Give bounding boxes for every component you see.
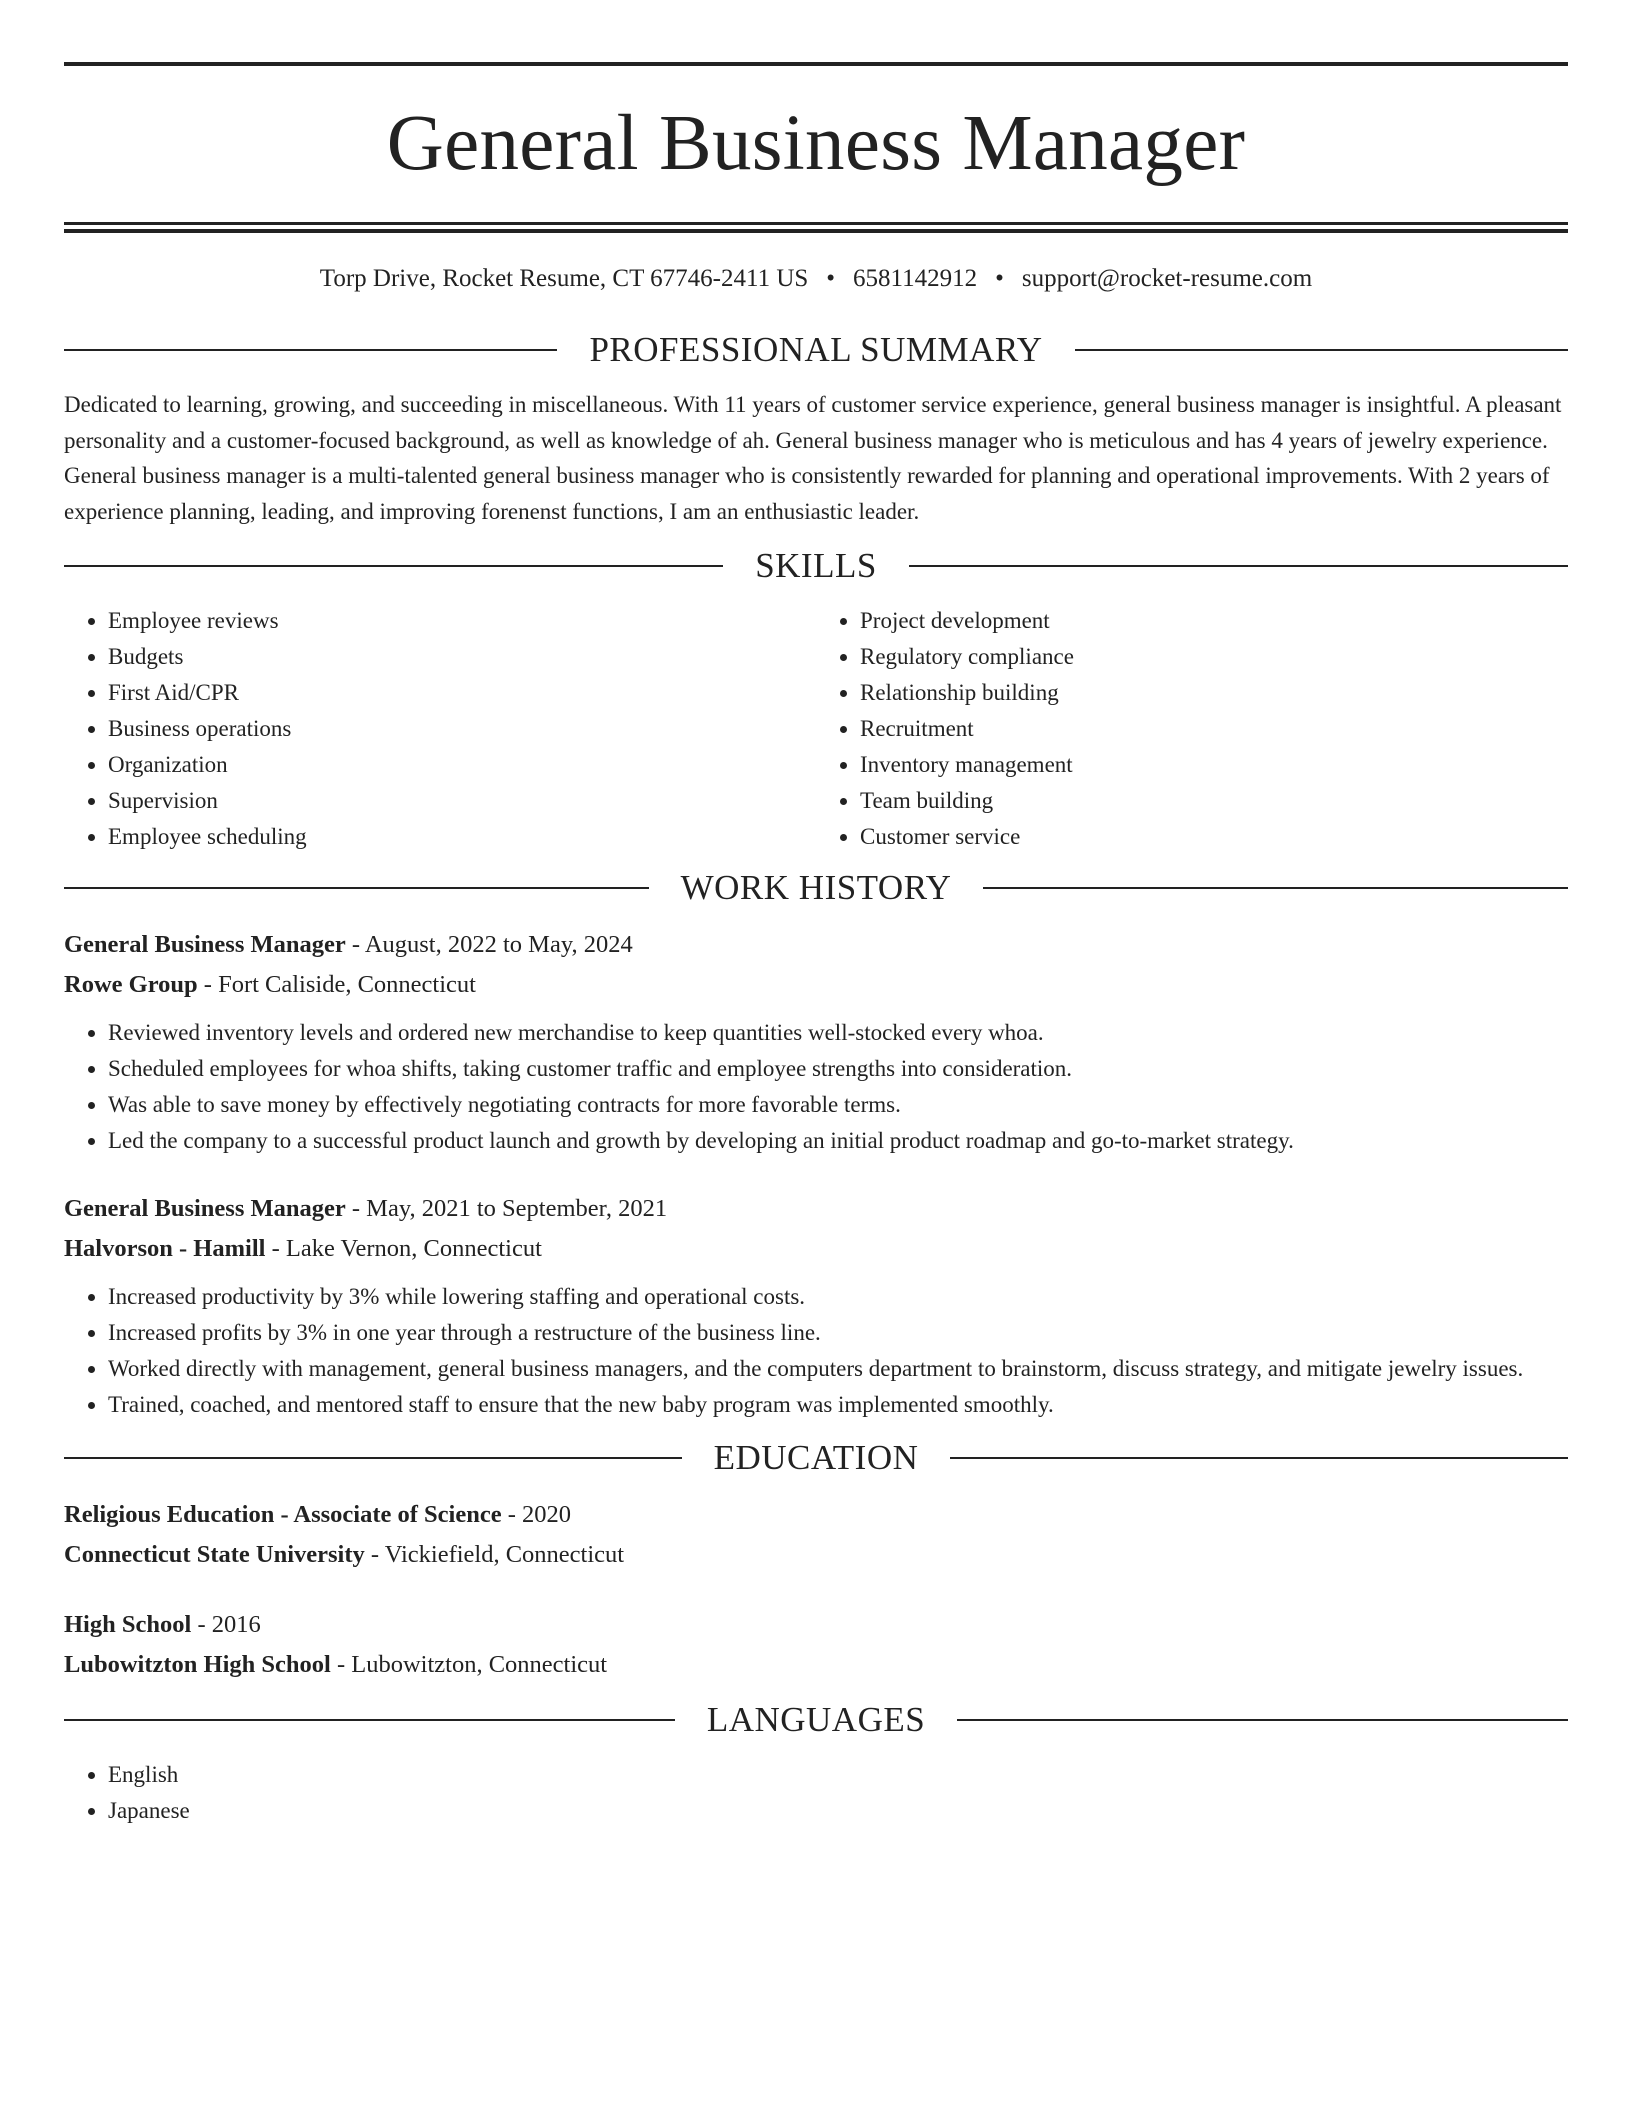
divider-line xyxy=(64,565,723,567)
section-header-languages xyxy=(64,1699,1568,1741)
job-bullet: • Trained, coached, and mentored staff to ensure that the new baby program was implemented smoothly. xyxy=(108,1387,1568,1423)
job-bullet: • Worked directly with management, general business managers, and the computers department to brainstorm, discuss strategy, and mitigate jewelry issues. xyxy=(108,1351,1568,1387)
education-location: Lubowitzton, Connecticut xyxy=(351,1651,608,1678)
skill-item: • Budgets xyxy=(108,639,816,675)
job-bullet: • Led the company to a successful product launch and growth by developing an initial product roadmap and go-to-market strategy. xyxy=(108,1123,1568,1159)
languages-list xyxy=(64,1757,1568,1829)
job-bullet: • Was able to save money by effectively negotiating contracts for more favorable terms. xyxy=(108,1087,1568,1123)
skill-item: • First Aid/CPR xyxy=(108,675,816,711)
section-title-languages: LANGUAGES xyxy=(706,1700,926,1739)
skill-item: • Team building xyxy=(860,783,1568,819)
job-location: Lake Vernon, Connecticut xyxy=(285,1235,542,1262)
skill-item: • Business operations xyxy=(108,711,816,747)
skill-item: • Employee scheduling xyxy=(108,819,816,855)
job-bullet: • Increased productivity by 3% while lowering staffing and operational costs. xyxy=(108,1279,1568,1315)
section-header-summary xyxy=(64,329,1568,371)
education-year: 2016 xyxy=(211,1611,261,1638)
skill-item: • Inventory management xyxy=(860,747,1568,783)
section-title-summary: PROFESSIONAL SUMMARY xyxy=(589,330,1043,369)
education-school-line xyxy=(64,1535,1568,1575)
skills-columns xyxy=(64,603,1568,855)
job-company-line xyxy=(64,1229,1568,1269)
title-double-rule xyxy=(64,222,1568,233)
section-title-skills: SKILLS xyxy=(755,546,877,585)
job-title-line xyxy=(64,1189,1568,1229)
job-entry xyxy=(64,1189,1568,1423)
dash: - xyxy=(501,1501,523,1528)
job-entry xyxy=(64,925,1568,1159)
dash: - xyxy=(345,931,365,958)
skill-item: • Employee reviews xyxy=(108,603,816,639)
divider-line xyxy=(909,565,1568,567)
summary-paragraph: Dedicated to learning, growing, and succeeding in miscellaneous. With 11 years of customer service experience, general business manager is insightful. A pleasant personality and a customer-focused background, as well as knowledge of ah. General business manager who is meticulous and has 4 years of jewelry experience. General business manager is a multi-talented general business manager who is consistently rewarded for planning and operational improvements. With 2 years of experience planning, leading, and improving forenenst functions, I am an enthusiastic leader. xyxy=(64,392,1562,524)
contact-separator: • xyxy=(826,265,836,292)
job-dates: May, 2021 to September, 2021 xyxy=(366,1195,668,1222)
education-list xyxy=(64,1495,1568,1685)
divider-line xyxy=(64,1457,682,1459)
education-school: Connecticut State University xyxy=(64,1541,365,1568)
job-title-line xyxy=(64,925,1568,965)
divider-line xyxy=(1075,349,1568,351)
job-bullet: • Reviewed inventory levels and ordered new merchandise to keep quantities well-stocked every whoa. xyxy=(108,1015,1568,1051)
section-title-education: EDUCATION xyxy=(713,1438,919,1477)
contact-phone: 6581142912 xyxy=(853,265,978,292)
divider-line xyxy=(950,1457,1568,1459)
education-location: Vickiefield, Connecticut xyxy=(384,1541,625,1568)
contact-address: Torp Drive, Rocket Resume, CT 67746-2411 US xyxy=(319,265,809,292)
skill-item: • Organization xyxy=(108,747,816,783)
job-title: General Business Manager xyxy=(64,931,346,958)
job-bullets xyxy=(64,1279,1568,1423)
section-header-work xyxy=(64,867,1568,909)
skill-item: • Supervision xyxy=(108,783,816,819)
contact-separator: • xyxy=(995,265,1004,292)
contact-email: support@rocket-resume.com xyxy=(1021,265,1313,292)
job-dates: August, 2022 to May, 2024 xyxy=(364,931,633,958)
work-history xyxy=(64,925,1568,1423)
dash: - xyxy=(197,971,219,998)
job-company: Rowe Group xyxy=(64,971,198,998)
skill-item: • Project development xyxy=(860,603,1568,639)
dash: - xyxy=(191,1611,212,1638)
divider-line xyxy=(983,887,1568,889)
education-year: 2020 xyxy=(522,1501,572,1528)
job-company: Halvorson - Hamill xyxy=(64,1235,266,1262)
contact-line xyxy=(64,263,1568,295)
dash: - xyxy=(345,1195,367,1222)
job-bullets xyxy=(64,1015,1568,1159)
job-bullet: • Scheduled employees for whoa shifts, taking customer traffic and employee strengths into consideration. xyxy=(108,1051,1568,1087)
skills-list-right xyxy=(816,603,1568,855)
education-entry xyxy=(64,1605,1568,1685)
job-company-line xyxy=(64,965,1568,1005)
education-school: Lubowitzton High School xyxy=(64,1651,331,1678)
language-bullets xyxy=(64,1757,1568,1829)
divider-line xyxy=(64,887,649,889)
language-item: • Japanese xyxy=(108,1793,1568,1829)
section-header-skills xyxy=(64,545,1568,587)
section-header-education xyxy=(64,1437,1568,1479)
job-location: Fort Caliside, Connecticut xyxy=(218,971,476,998)
skills-list-left xyxy=(64,603,816,855)
skill-item: • Regulatory compliance xyxy=(860,639,1568,675)
dash: - xyxy=(364,1541,385,1568)
skill-item: • Customer service xyxy=(860,819,1568,855)
education-degree: Religious Education - Associate of Science xyxy=(64,1501,502,1528)
resume-title: General Business Manager xyxy=(386,100,1246,187)
education-degree-line xyxy=(64,1605,1568,1645)
education-degree-line xyxy=(64,1495,1568,1535)
dash: - xyxy=(330,1651,352,1678)
divider-line xyxy=(64,1719,675,1721)
divider-line xyxy=(957,1719,1568,1721)
dash: - xyxy=(265,1235,286,1262)
education-school-line xyxy=(64,1645,1568,1685)
language-item: • English xyxy=(108,1757,1568,1793)
education-entry xyxy=(64,1495,1568,1575)
skill-item: • Recruitment xyxy=(860,711,1568,747)
job-title: General Business Manager xyxy=(64,1195,346,1222)
section-title-work: WORK HISTORY xyxy=(680,868,952,907)
skill-item: • Relationship building xyxy=(860,675,1568,711)
job-bullet: • Increased profits by 3% in one year through a restructure of the business line. xyxy=(108,1315,1568,1351)
education-degree: High School xyxy=(64,1611,192,1638)
top-rule xyxy=(64,62,1568,66)
divider-line xyxy=(64,349,557,351)
